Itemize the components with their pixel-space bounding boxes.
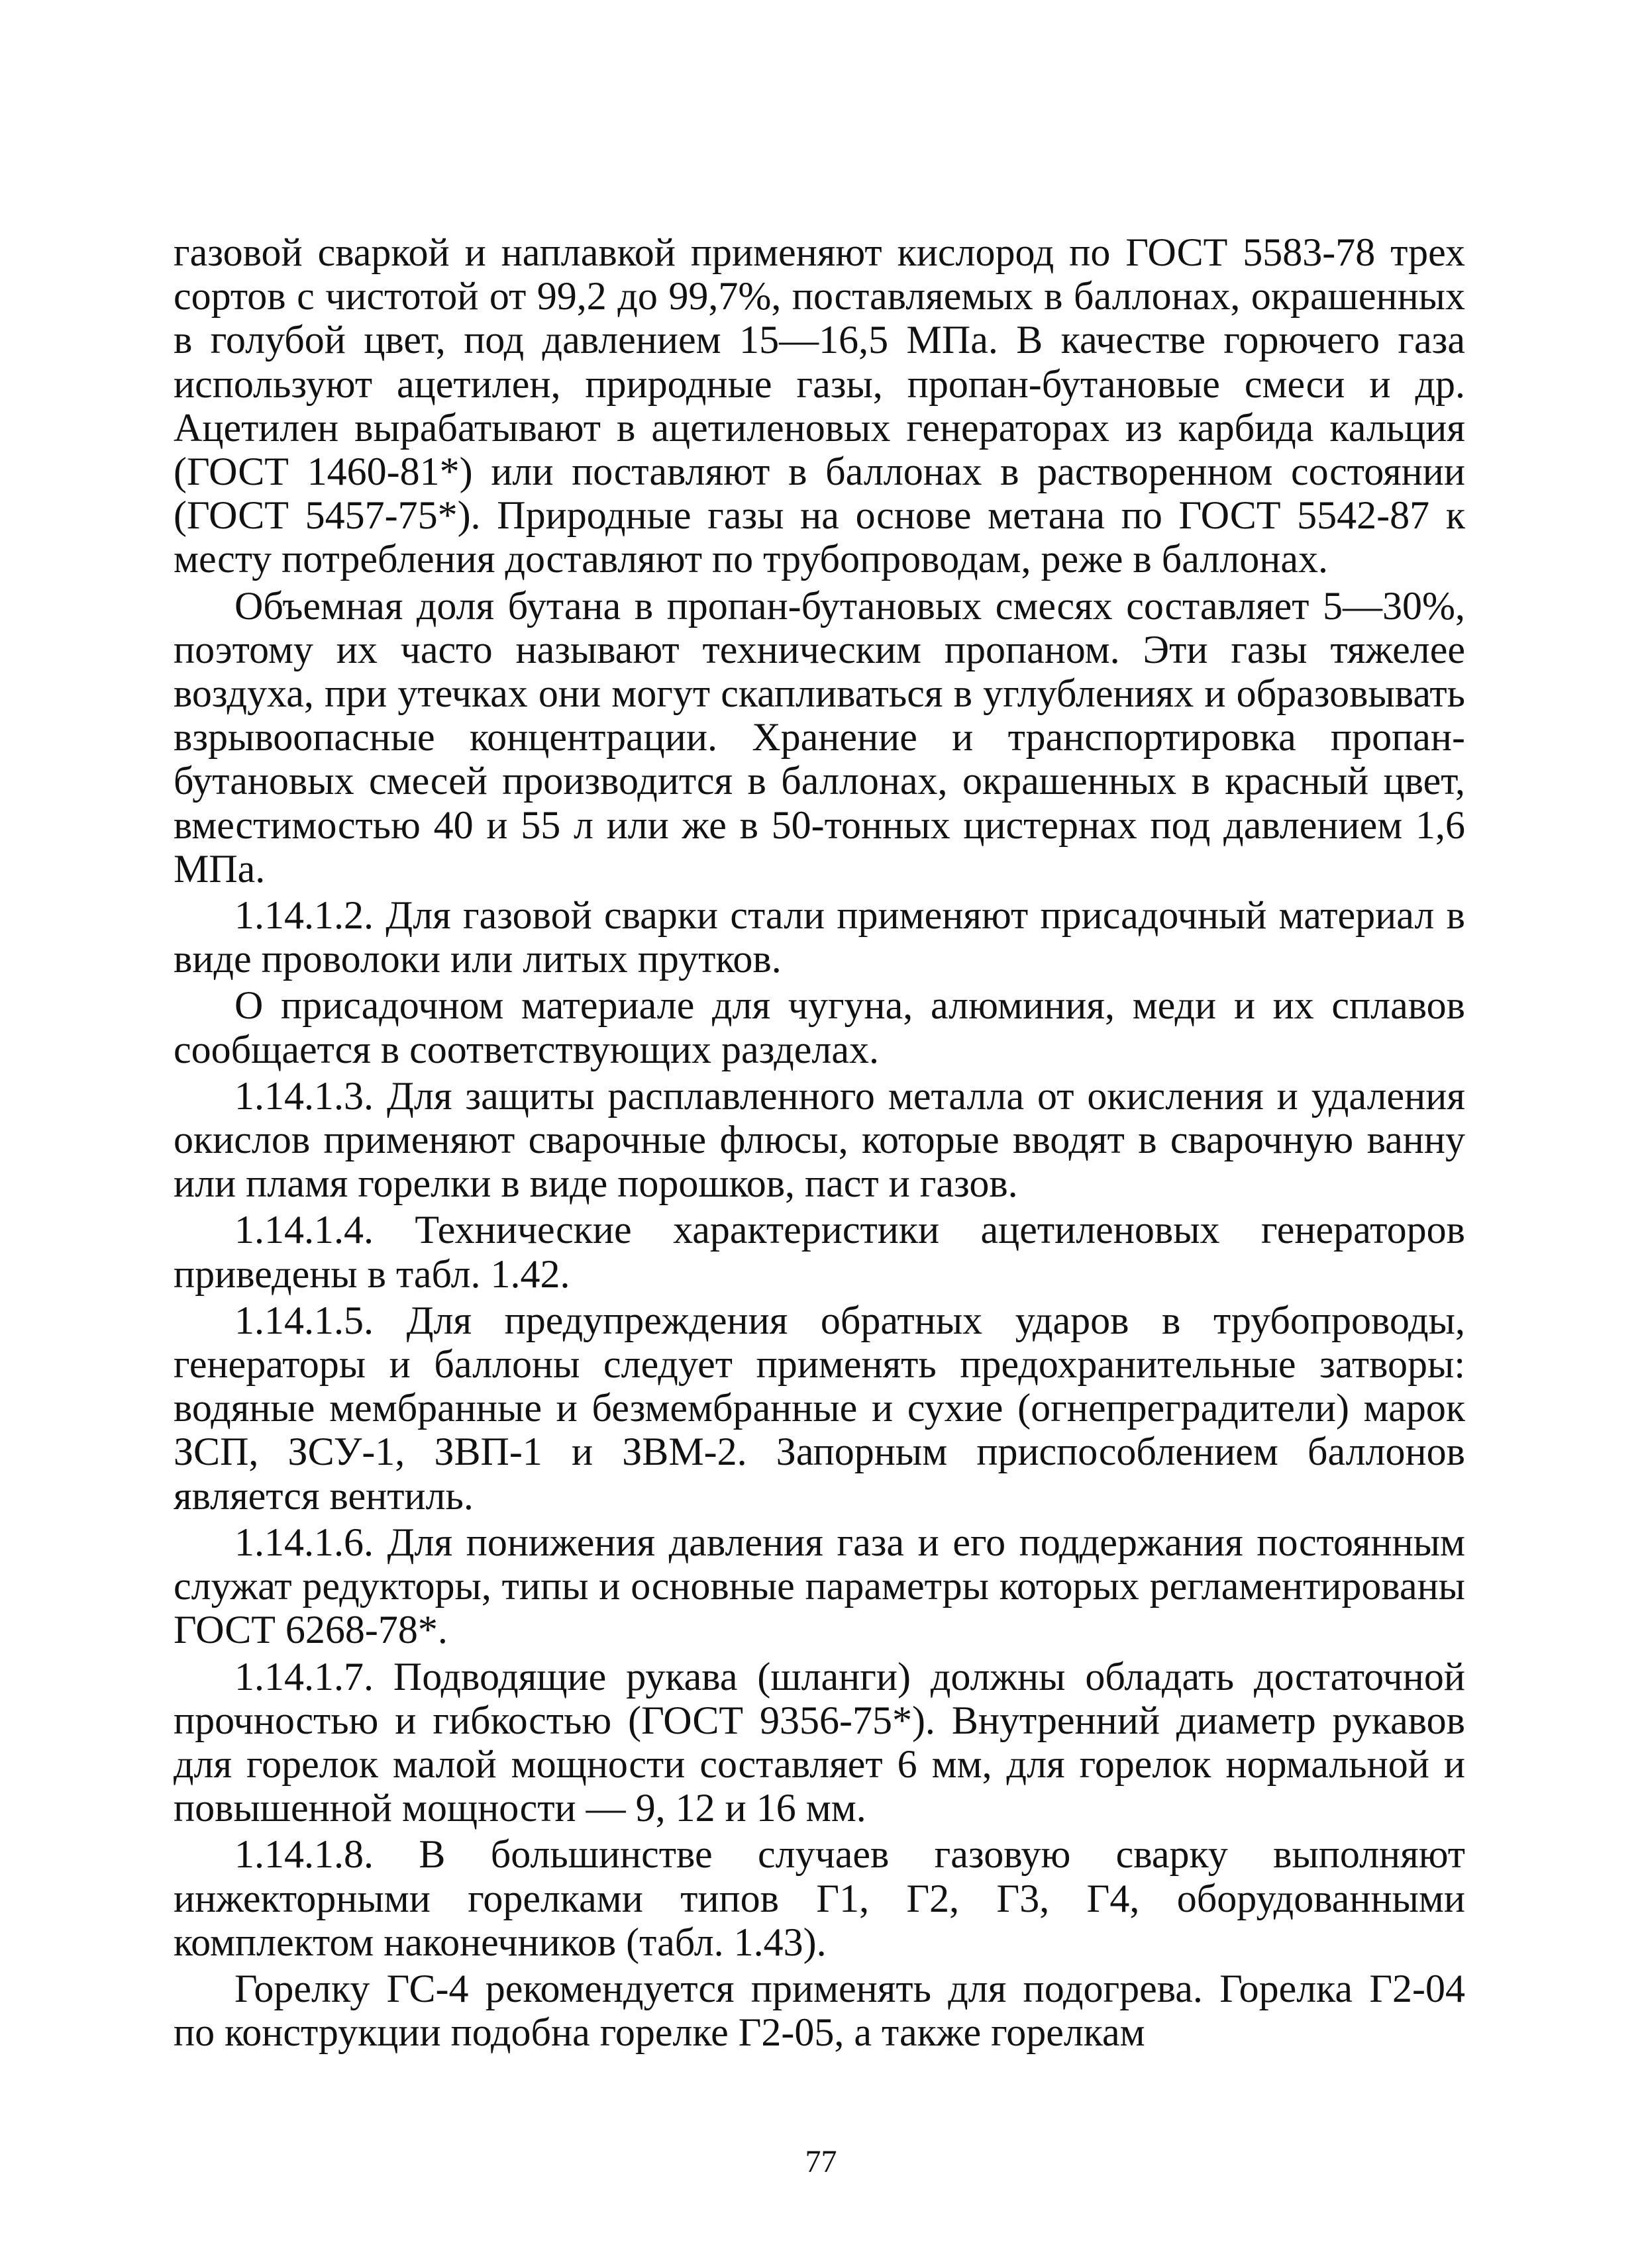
paragraph-1-14-1-2: 1.14.1.2. Для газовой сварки стали применяют присадочный материал в виде проволоки или литых прутков. — [174, 893, 1465, 981]
paragraph-filler-note: О присадочном материале для чугуна, алюминия, меди и их сплавов сообщается в соответствующих разделах. — [174, 983, 1465, 1071]
paragraph-1-14-1-4: 1.14.1.4. Технические характеристики ацетиленовых генераторов приведены в табл. 1.42. — [174, 1208, 1465, 1296]
page-number: 77 — [805, 2144, 837, 2179]
paragraph-1-14-1-6: 1.14.1.6. Для понижения давления газа и его поддержания постоянным служат редукторы, типы и основные параметры которых регламентированы ГОСТ 6268-78*. — [174, 1520, 1465, 1652]
paragraph-continuation: газовой сваркой и наплавкой применяют кислород по ГОСТ 5583-78 трех сортов с чистотой от 99,2 до 99,7%, поставляемых в баллонах, окрашенных в голубой цвет, под давлением 15—16,5 МПа. В качестве горючего газа используют ацетилен, природные газы, пропан-бутановые смеси и др. Ацетилен вырабатывают в ацетиленовых генераторах из карбида кальция (ГОСТ 1460-81*) или поставляют в баллонах в растворенном состоянии (ГОСТ 5457-75*). Природные газы на основе метана по ГОСТ 5542-87 к месту потребления доставляют по трубопроводам, реже в баллонах. — [174, 230, 1465, 581]
page-content — [174, 230, 1465, 2085]
paragraph-propane-butane: Объемная доля бутана в пропан-бутановых смесях составляет 5—30%, поэтому их часто называют техническим пропаном. Эти газы тяжелее воздуха, при утечках они могут скапливаться в углублениях и образовывать взрывоопасные концентрации. Хранение и транспортировка пропан-бутановых смесей производится в баллонах, окрашенных в красный цвет, вместимостью 40 и 55 л или же в 50-тонных цистернах под давлением 1,6 МПа. — [174, 583, 1465, 891]
paragraph-1-14-1-3: 1.14.1.3. Для защиты расплавленного металла от окисления и удаления окислов применяют сварочные флюсы, которые вводят в сварочную ванну или пламя горелки в виде порошков, паст и газов. — [174, 1073, 1465, 1206]
paragraph-1-14-1-5: 1.14.1.5. Для предупреждения обратных ударов в трубопроводы, генераторы и баллоны следует применять предохранительные затворы: водяные мембранные и безмембранные и сухие (огнепреградители) марок ЗСП, ЗСУ-1, ЗВП-1 и ЗВМ-2. Запорным приспособлением баллонов является вентиль. — [174, 1298, 1465, 1518]
paragraph-1-14-1-8: 1.14.1.8. В большинстве случаев газовую сварку выполняют инжекторными горелками типов Г1, Г2, Г3, Г4, оборудованными комплектом наконечников (табл. 1.43). — [174, 1832, 1465, 1964]
body-text — [174, 230, 1465, 2054]
paragraph-torch-gs4: Горелку ГС-4 рекомендуется применять для подогрева. Горелка Г2-04 по конструкции подобна горелке Г2-05, а также горелкам — [174, 1966, 1465, 2055]
paragraph-1-14-1-7: 1.14.1.7. Подводящие рукава (шланги) должны обладать достаточной прочностью и гибкостью (ГОСТ 9356-75*). Внутренний диаметр рукавов для горелок малой мощности составляет 6 мм, для горелок нормальной и повышенной мощности — 9, 12 и 16 мм. — [174, 1654, 1465, 1830]
